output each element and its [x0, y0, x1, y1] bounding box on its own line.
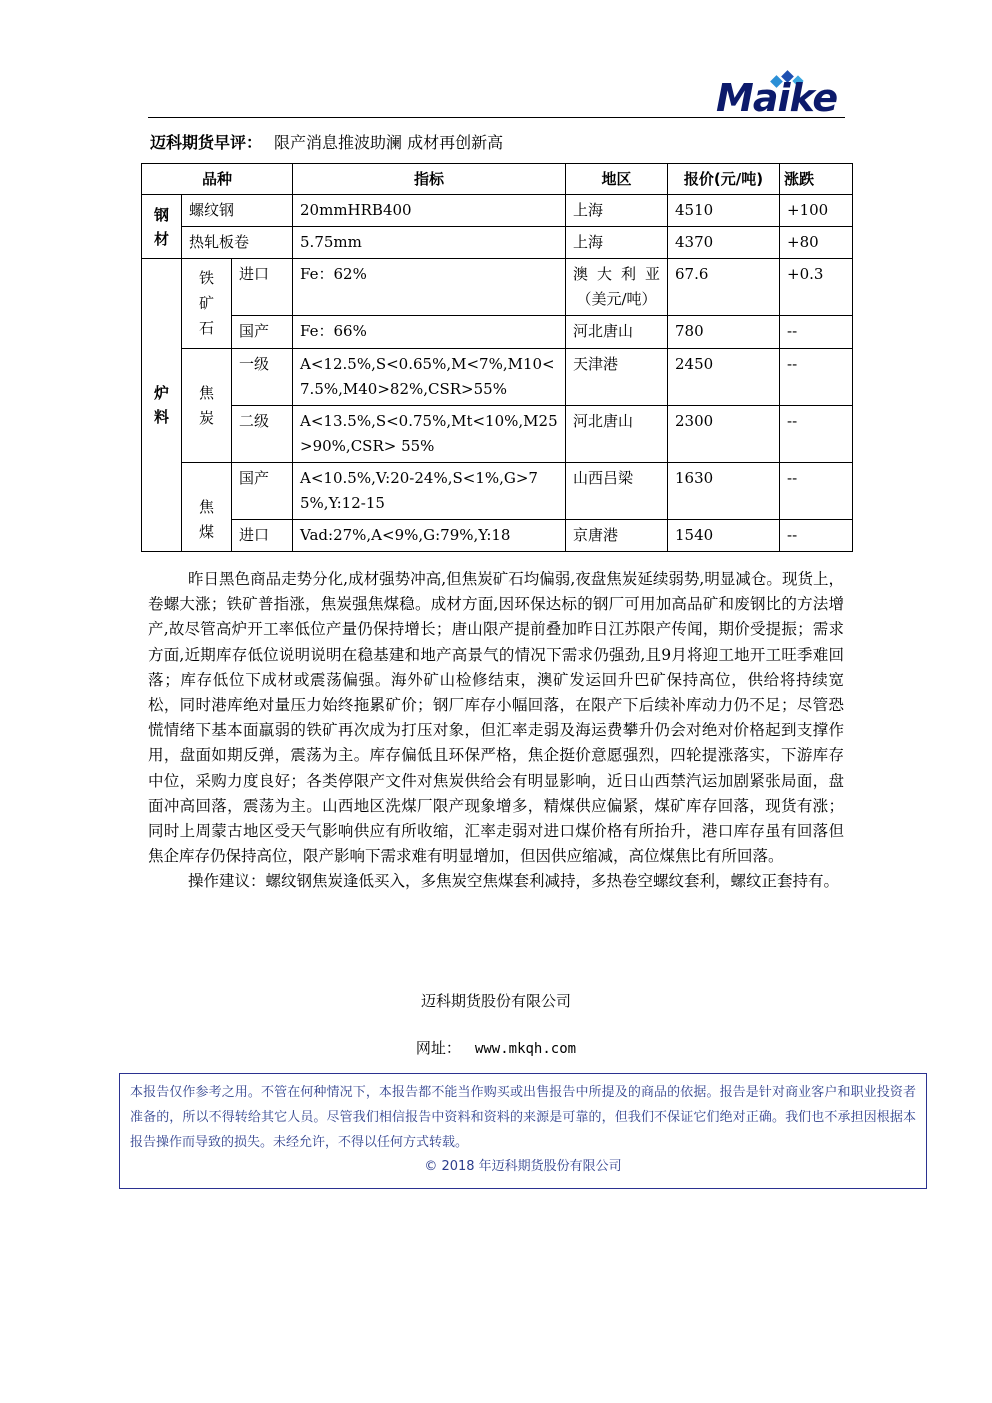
- report-body: [148, 567, 844, 895]
- indicator-cell: Fe：66%: [293, 316, 566, 349]
- header-variety: 品种: [142, 164, 293, 195]
- table-row: [142, 259, 853, 316]
- table-row: [142, 349, 853, 406]
- table-row: [142, 195, 853, 227]
- website-link[interactable]: www.mkqh.com: [474, 1041, 577, 1057]
- website-line: [0, 1037, 992, 1060]
- header-change: 涨跌: [780, 164, 853, 195]
- region-cell: 京唐港: [566, 520, 668, 552]
- change-cell: --: [780, 520, 853, 552]
- region-cell: 天津港: [566, 349, 668, 406]
- region-cell: 河北唐山: [566, 406, 668, 463]
- sub-type: 一级: [232, 349, 293, 406]
- table-header-row: [142, 164, 853, 195]
- change-cell: --: [780, 316, 853, 349]
- price-table: [141, 163, 853, 552]
- table-row: [142, 227, 853, 259]
- indicator-cell: Vad:27%,A<9%,G:79%,Y:18: [293, 520, 566, 552]
- variety-name: 热轧板卷: [182, 227, 293, 259]
- sub-type: 二级: [232, 406, 293, 463]
- table-row: [142, 316, 853, 349]
- price-cell: 780: [668, 316, 780, 349]
- change-cell: --: [780, 349, 853, 406]
- region-cell: 上海: [566, 195, 668, 227]
- change-cell: --: [780, 406, 853, 463]
- indicator-cell: Fe：62%: [293, 259, 566, 316]
- variety-iron-ore: 铁 矿 石: [182, 259, 232, 349]
- price-cell: 1540: [668, 520, 780, 552]
- price-cell: 2450: [668, 349, 780, 406]
- indicator-cell: 5.75mm: [293, 227, 566, 259]
- header-indicator: 指标: [293, 164, 566, 195]
- copyright-text: © 2018 年迈科期货股份有限公司: [424, 1159, 622, 1174]
- region-cell: 上海: [566, 227, 668, 259]
- variety-coke: 焦 炭: [182, 349, 232, 463]
- price-cell: 2300: [668, 406, 780, 463]
- price-cell: 4370: [668, 227, 780, 259]
- price-cell: 4510: [668, 195, 780, 227]
- change-cell: +0.3: [780, 259, 853, 316]
- disclaimer-box: [119, 1073, 927, 1189]
- indicator-cell: 20mmHRB400: [293, 195, 566, 227]
- indicator-cell: A<12.5%,S<0.65%,M<7%,M10<7.5%,M40>82%,CSR>55%: [293, 349, 566, 406]
- change-cell: +100: [780, 195, 853, 227]
- sub-type: 进口: [232, 259, 293, 316]
- region-cell: [566, 259, 668, 316]
- report-title: [150, 132, 503, 154]
- change-cell: +80: [780, 227, 853, 259]
- analysis-paragraph: 昨日黑色商品走势分化,成材强势冲高,但焦炭矿石均偏弱,夜盘焦炭延续弱势,明显减仓。现货上，卷螺大涨；铁矿普指涨，焦炭强焦煤稳。成材方面,因环保达标的钢厂可用加高品矿和废钢比的方法增产,故尽管高炉开工率低位产量仍保持增长；唐山限产提前叠加昨日江苏限产传闻，期价受提振；需求方面,近期库存低位说明说明在稳基建和地产高景气的情况下需求仍强劲,且9月将迎工地开工旺季难回落；库存低位下成材或震荡偏强。海外矿山检修结束，澳矿发运回升巴矿保持高位，供给将持续宽松，同时港库绝对量压力始终拖累矿价；钢厂库存小幅回落，在限产下后续补库动力仍不足；尽管恐慌情绪下基本面羸弱的铁矿再次成为打压对象，但汇率走弱及海运费攀升仍会对绝对价格起到支撑作用，盘面如期反弹，震荡为主。库存偏低且环保严格，焦企挺价意愿强烈，四轮提涨落实，下游库存中位，采购力度良好；各类停限产文件对焦炭供给会有明显影响，近日山西禁汽运加剧紧张局面，盘面冲高回落，震荡为主。山西地区洗煤厂限产现象增多，精煤供应偏紧，煤矿库存回落，现货有涨；同时上周蒙古地区受天气影响供应有所收缩，汇率走弱对进口煤价格有所抬升，港口库存虽有回落但焦企库存仍保持高位，限产影响下需求难有明显增加，但因供应缩减，高位煤焦比有所回落。: [148, 570, 844, 866]
- indicator-cell: A<10.5%,V:20-24%,S<1%,G>75%,Y:12-15: [293, 463, 566, 520]
- variety-coking-coal: 焦 煤: [182, 463, 232, 552]
- logo-text: Maike: [716, 76, 838, 120]
- disclaimer-text: 本报告仅作参考之用。不管在何种情况下，本报告都不能当作购买或出售报告中所提及的商品的依据。报告是针对商业客户和职业投资者准备的，所以不得转给其它人员。尽管我们相信报告中资料和资料的来源是可靠的，但我们不保证它们绝对正确。我们也不承担因根据本报告操作而导致的损失。未经允许，不得以任何方式转载。: [130, 1085, 916, 1150]
- region-cell: 山西吕梁: [566, 463, 668, 520]
- table-row: [142, 406, 853, 463]
- table-row: [142, 463, 853, 520]
- price-cell: 67.6: [668, 259, 780, 316]
- header-divider: [148, 117, 845, 118]
- price-cell: 1630: [668, 463, 780, 520]
- change-cell: --: [780, 463, 853, 520]
- sub-type: 国产: [232, 316, 293, 349]
- variety-name: 螺纹钢: [182, 195, 293, 227]
- category-steel: 钢 材: [142, 195, 182, 259]
- header-price: 报价(元/吨): [668, 164, 780, 195]
- region-cell: 河北唐山: [566, 316, 668, 349]
- sub-type: 进口: [232, 520, 293, 552]
- advice-paragraph: 操作建议：螺纹钢焦炭逢低买入，多焦炭空焦煤套利减持，多热卷空螺纹套利，螺纹正套持有。: [188, 872, 840, 891]
- region-note: （美元/吨）: [576, 290, 657, 308]
- sub-type: 国产: [232, 463, 293, 520]
- category-furnace: 炉 料: [142, 259, 182, 552]
- region-name: 澳大利亚: [573, 265, 661, 283]
- table-row: [142, 520, 853, 552]
- company-name: 迈科期货股份有限公司: [420, 992, 571, 1010]
- header-region: 地区: [566, 164, 668, 195]
- indicator-cell: A<13.5%,S<0.75%,Mt<10%,M25>90%,CSR> 55%: [293, 406, 566, 463]
- report-headline: 限产消息推波助澜 成材再创新高: [274, 133, 504, 152]
- website-label: 网址：: [415, 1039, 461, 1057]
- report-label: 迈科期货早评：: [150, 133, 263, 152]
